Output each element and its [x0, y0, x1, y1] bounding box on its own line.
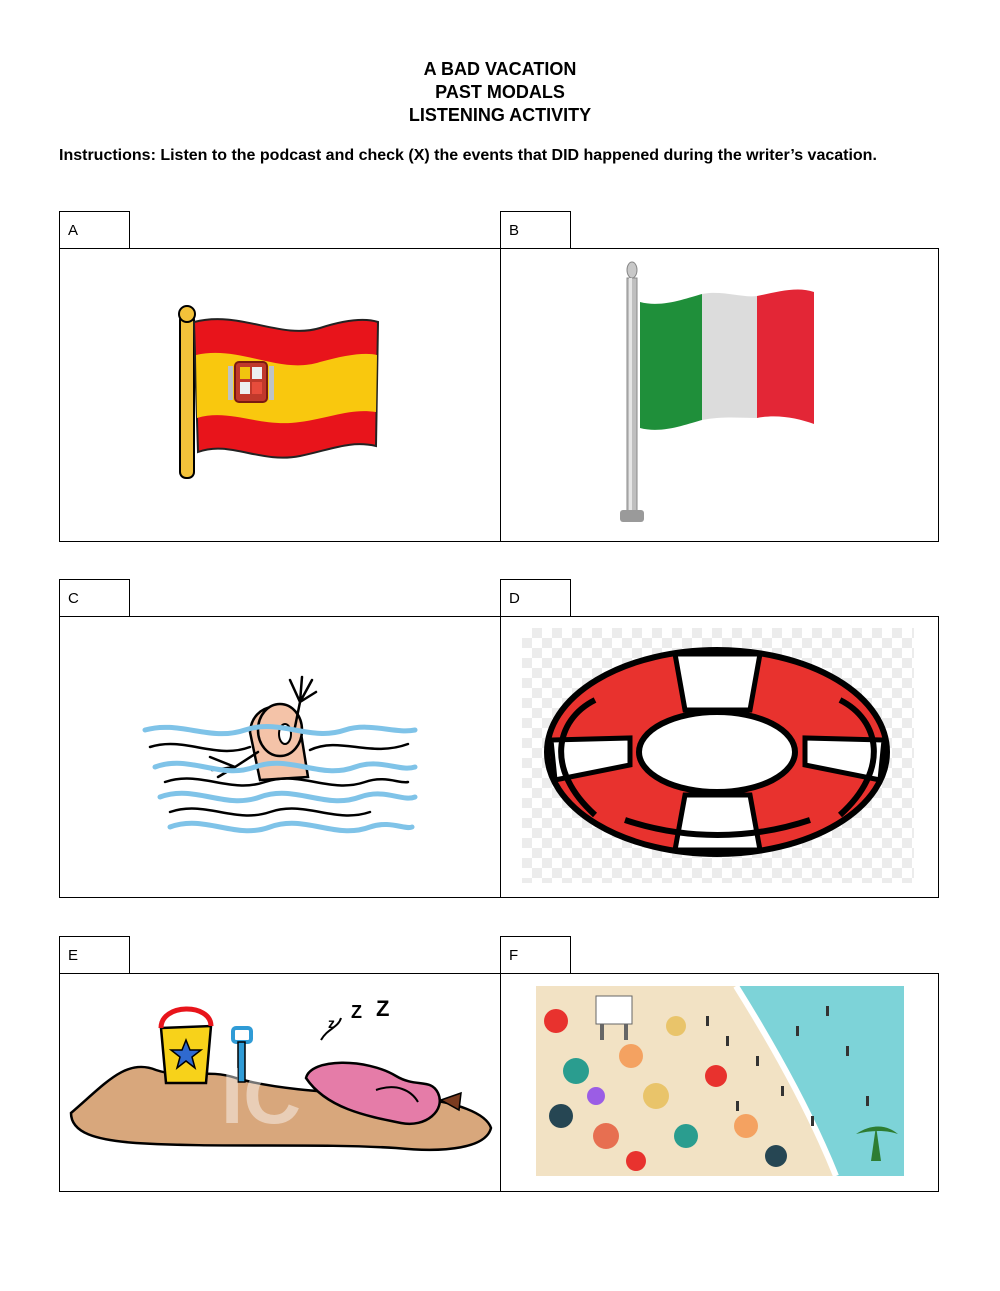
italy-flag-icon[interactable] — [612, 258, 822, 526]
tab-label-d: D — [500, 579, 571, 616]
crowded-beach-icon[interactable] — [536, 986, 904, 1176]
svg-text:Z: Z — [351, 1002, 362, 1022]
title-line-1: A BAD VACATION — [423, 59, 577, 79]
spain-flag-icon[interactable] — [170, 300, 390, 485]
life-ring-icon[interactable] — [535, 640, 900, 868]
row-1-divider — [500, 248, 501, 542]
row-3-divider — [500, 973, 501, 1192]
drowning-person-icon[interactable] — [140, 672, 420, 842]
title-line-2: PAST MODALS — [435, 82, 565, 102]
svg-text:Z: Z — [376, 998, 390, 1021]
instructions-text: Instructions: Listen to the podcast and check (X) the events that DID happened during the writer’s vacation. — [59, 147, 877, 164]
worksheet-title — [0, 58, 1000, 127]
svg-text:z: z — [328, 1015, 335, 1031]
tab-label-f: F — [500, 936, 571, 973]
tab-label-c: C — [59, 579, 130, 616]
title-line-3: LISTENING ACTIVITY — [408, 105, 592, 125]
svg-text:IC: IC — [221, 1051, 301, 1140]
sleeping-in-sand-icon[interactable] — [66, 998, 496, 1163]
tab-label-b: B — [500, 211, 571, 248]
row-2-divider — [500, 616, 501, 898]
tab-label-a: A — [59, 211, 130, 248]
tab-label-e: E — [59, 936, 130, 973]
